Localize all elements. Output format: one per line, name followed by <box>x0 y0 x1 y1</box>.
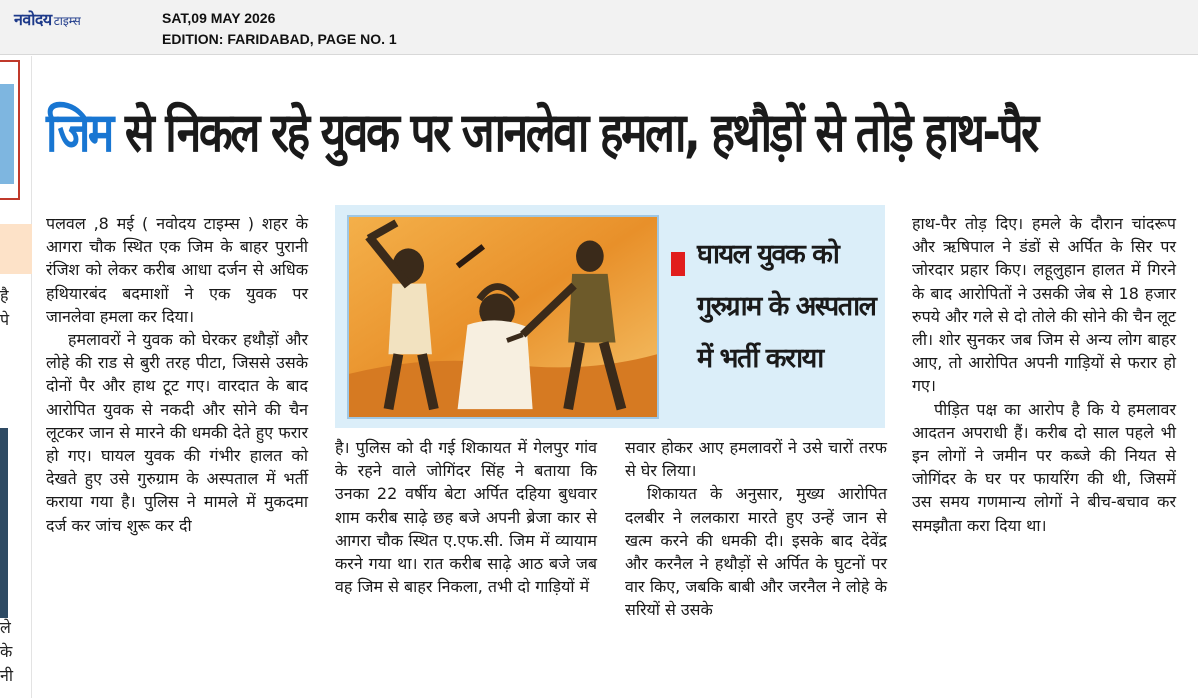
edition-meta <box>162 8 397 50</box>
edge-fragment: है <box>0 286 9 305</box>
article-paragraph: पलवल ,8 मई ( नवोदय टाइम्स ) शहर के आगरा चौक स्थित एक जिम के बाहर पुरानी रंजिश को लेकर करीब आधा दर्जन से अधिक हथियारबंद बदमाशों ने एक युवक पर जानलेवा हमला कर दिया। <box>46 214 308 326</box>
illustration-attack-image[interactable] <box>347 215 659 419</box>
article-paragraph: शिकायत के अनुसार, मुख्य आरोपित दलबीर ने ललकारा मारते हुए उन्हें जान से खत्म करने की धमकी दी। इसके बाद देवेंद्र और करनैल ने हथौड़ों से अर्पित के घुटनों पर वार किए, जबकि बाबी और जरनैल ने लोहे के सरियों से उसके <box>625 484 887 620</box>
article-paragraph: है। पुलिस को दी गई शिकायत में गेलपुर गांव के रहने वाले जोगिंदर सिंह ने बताया कि उनका 22 वर्षीय बेटा अर्पित दहिया बुधवार शाम करीब साढ़े छह बजे अपनी ब्रेजा कार से आगरा चौक स्थित ए.एफ.सी. जिम में व्यायाम करने गया था। रात करीब साढ़े आठ बजे जब वह जिम से बाहर निकला, तभी दो गाड़ियों में <box>335 438 597 597</box>
article-headline <box>46 94 1037 172</box>
headline-rest: से निकल रहे युवक पर जानलेवा हमला, हथौड़ों से तोड़े हाथ-पैर <box>111 101 1037 164</box>
edge-fragment: के <box>0 642 13 661</box>
caption-bullet <box>671 252 685 276</box>
headline-accent: जिम <box>46 101 112 164</box>
edition-header <box>0 0 1198 55</box>
adjacent-photo <box>0 428 8 618</box>
adjacent-box <box>0 60 20 200</box>
photo-caption: घायल युवक को गुरुग्राम के अस्पताल में भर्ती कराया <box>697 239 876 374</box>
article-paragraph: हमलावरों ने युवक को घेरकर हथौड़ों और लोहे की राड से बुरी तरह पीटा, जिससे उसके दोनों पैर और हाथ टूट गए। वारदात के बाद आरोपित युवक से नकदी और सोने की चैन लूटकर जान से मारने की धमकी देते हुए फरार हो गए। घायल युवक की गंभीर हालत को देखते हुए उसे गुरुग्राम के अस्पताल में भर्ती कराया गया है। पुलिस ने मामले में मुकदमा दर्ज कर जांच शुरू कर दी <box>46 330 308 535</box>
article-column-3 <box>625 436 887 622</box>
newspaper-logo[interactable] <box>14 8 81 30</box>
photo-caption-box <box>335 205 885 428</box>
edge-fragment: पे <box>0 310 10 329</box>
edition-date: SAT,09 MAY 2026 <box>162 10 276 26</box>
article-paragraph: सवार होकर आए हमलावरों ने उसे चारों तरफ से घेर लिया। <box>625 438 887 481</box>
article-paragraph: हाथ-पैर तोड़ दिए। हमले के दौरान चांदरूप और ऋषिपाल ने डंडों से अर्पित के सिर पर जोरदार प्रहार किए। लहूलुहान हालत में गिरने के बाद आरोपितों ने उसकी जेब से 18 हजार रुपये और गले से दो तोले की सोने की चैन लूट ली। शोर सुनकर जब जिम से अन्य लोग बाहर आए, तो आरोपित अपनी गाड़ियों से फरार हो गए। <box>912 214 1176 396</box>
article-column-2 <box>335 436 597 598</box>
adjacent-tinted-box <box>0 224 32 274</box>
adjacent-article-edge <box>0 56 32 698</box>
edition-info: EDITION: FARIDABAD, PAGE NO. 1 <box>162 31 397 47</box>
article-column-4 <box>912 212 1176 537</box>
edge-fragment: नी <box>0 666 14 685</box>
edge-fragment: ले <box>0 618 11 637</box>
article-paragraph: पीड़ित पक्ष का आरोप है कि ये हमलावर आदतन अपराधी हैं। करीब दो साल पहले भी इन लोगों ने जमीन पर कब्जे की नियत से जोगिंदर के घर पर फायरिंग की थी, जिसमें उस समय गणमान्य लोगों ने बीच-बचाव कर समझौता करा दिया था। <box>912 399 1176 535</box>
logo-sub-text: टाइम्स <box>53 14 81 28</box>
article-column-1 <box>46 212 308 537</box>
logo-main-text: नवोदय <box>14 10 52 29</box>
